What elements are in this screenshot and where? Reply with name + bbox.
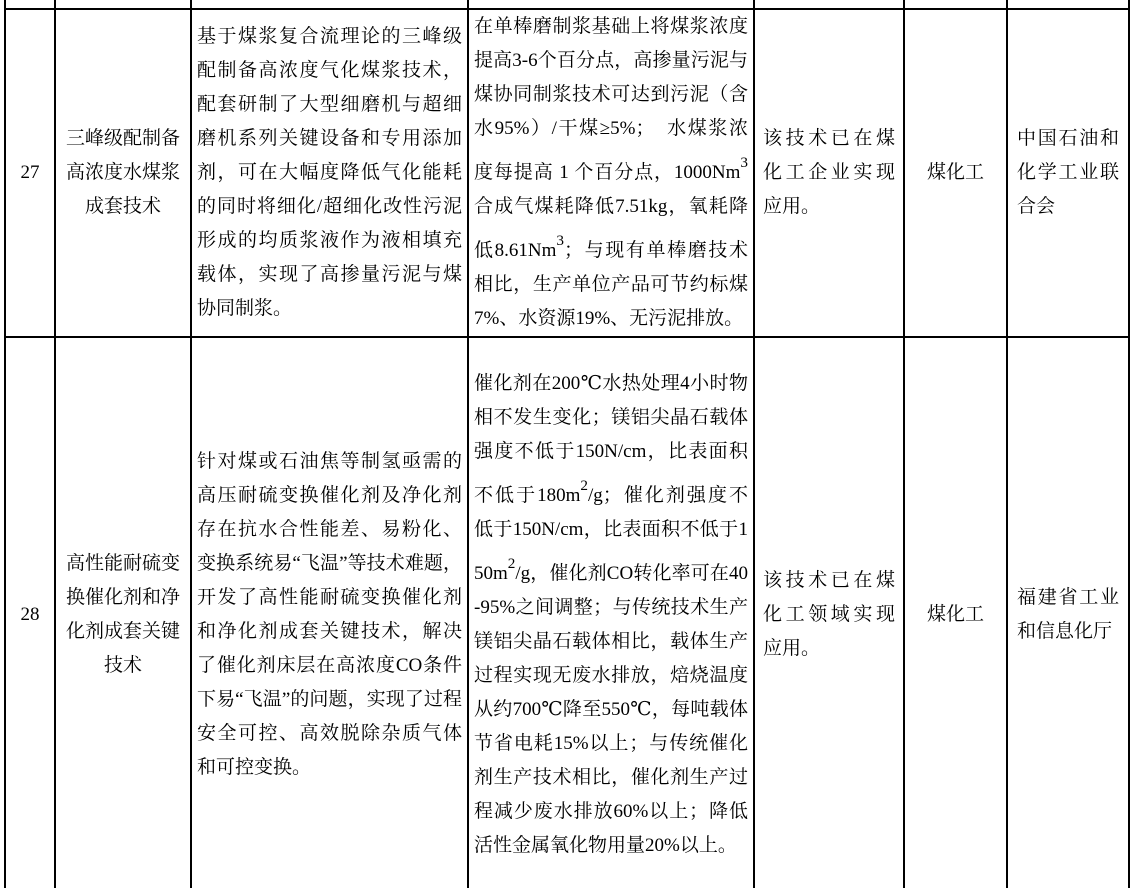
superscript: 2 [507, 554, 516, 572]
tech-indicators-cell [468, 9, 754, 337]
text-segment: ；与现有单棒磨技术相比，生产单位产品可节约标煤7%、水资源19%、无污泥排放。 [474, 239, 748, 329]
superscript: 3 [740, 154, 748, 171]
partial-row-top [5, 0, 1129, 9]
tech-description-cell: 针对煤或石油焦等制氢亟需的高压耐硫变换催化剂及净化剂存在抗水合性能差、易粉化、变换系统易“飞温”等技术难题，开发了高性能耐硫变换催化剂和净化剂成套关键技术，解决了催化剂床层在高浓度CO条件下易“飞温”的问题，实现了过程安全可控、高效脱除杂质气体和可控变换。 [191, 337, 468, 888]
text-segment: /g，催化剂CO转化率可在40-95%之间调整；与传统技术生产镁铝尖晶石载体相比，载体生产过程实现无废水排放，焙烧温度从约700℃降至550℃，每吨载体节省电耗15%以上；与传统催化剂生产技术相比，催化剂生产过程减少废水排放60%以上；降低活性金属氧化物用量20%以上。 [474, 562, 748, 856]
table-row-28 [5, 337, 1129, 888]
table-row-27 [5, 9, 1129, 337]
partial-cell [468, 0, 754, 9]
text-segment: 合成气煤耗降低7.51kg，氧耗降低8.61Nm [474, 195, 748, 261]
partial-cell [55, 0, 191, 9]
text-segment: 在单棒磨制浆基础上将煤浆浓度提高3-6个百分点，高掺量污泥与煤协同制浆技术可达到污泥（含水95%）/干煤≥5%； 水煤浆浓度每提高 1 个百分点，1000Nm [474, 16, 748, 183]
application-status-cell: 该技术已在煤化工企业实现应用。 [754, 9, 904, 337]
tech-description-cell: 基于煤浆复合流理论的三峰级配制备高浓度气化煤浆技术，配套研制了大型细磨机与超细磨机系列关键设备和专用添加剂，可在大幅度降低气化能耗的同时将细化/超细化改性污泥形成的均质浆液作为液相填充载体，实现了高掺量污泥与煤协同制浆。 [191, 9, 468, 337]
text-segment: 催化剂在200℃水热处理4小时物相不发生变化；镁铝尖晶石载体强度不低于150N/cm，比表面积不低于180m [474, 372, 748, 506]
tech-name-cell: 高性能耐硫变换催化剂和净化剂成套关键技术 [55, 337, 191, 888]
recommender-cell: 中国石油和化学工业联合会 [1007, 9, 1129, 337]
partial-cell [754, 0, 904, 9]
superscript: 3 [556, 231, 564, 249]
field-cell: 煤化工 [904, 9, 1007, 337]
superscript: 2 [580, 476, 588, 494]
technology-table [4, 0, 1130, 888]
field-cell: 煤化工 [904, 337, 1007, 888]
partial-cell [1007, 0, 1129, 9]
recommender-cell: 福建省工业和信息化厅 [1007, 337, 1129, 888]
text-segment: /g；催化剂强度不低于150N/cm，比表面积不低于150m [474, 484, 749, 584]
row-number-cell: 28 [5, 337, 55, 888]
partial-cell [904, 0, 1007, 9]
partial-cell [191, 0, 468, 9]
application-status-cell: 该技术已在煤化工领域实现应用。 [754, 337, 904, 888]
partial-cell [5, 0, 55, 9]
tech-indicators-cell [468, 337, 754, 888]
row-number-cell: 27 [5, 9, 55, 337]
tech-name-cell: 三峰级配制备高浓度水煤浆成套技术 [55, 9, 191, 337]
